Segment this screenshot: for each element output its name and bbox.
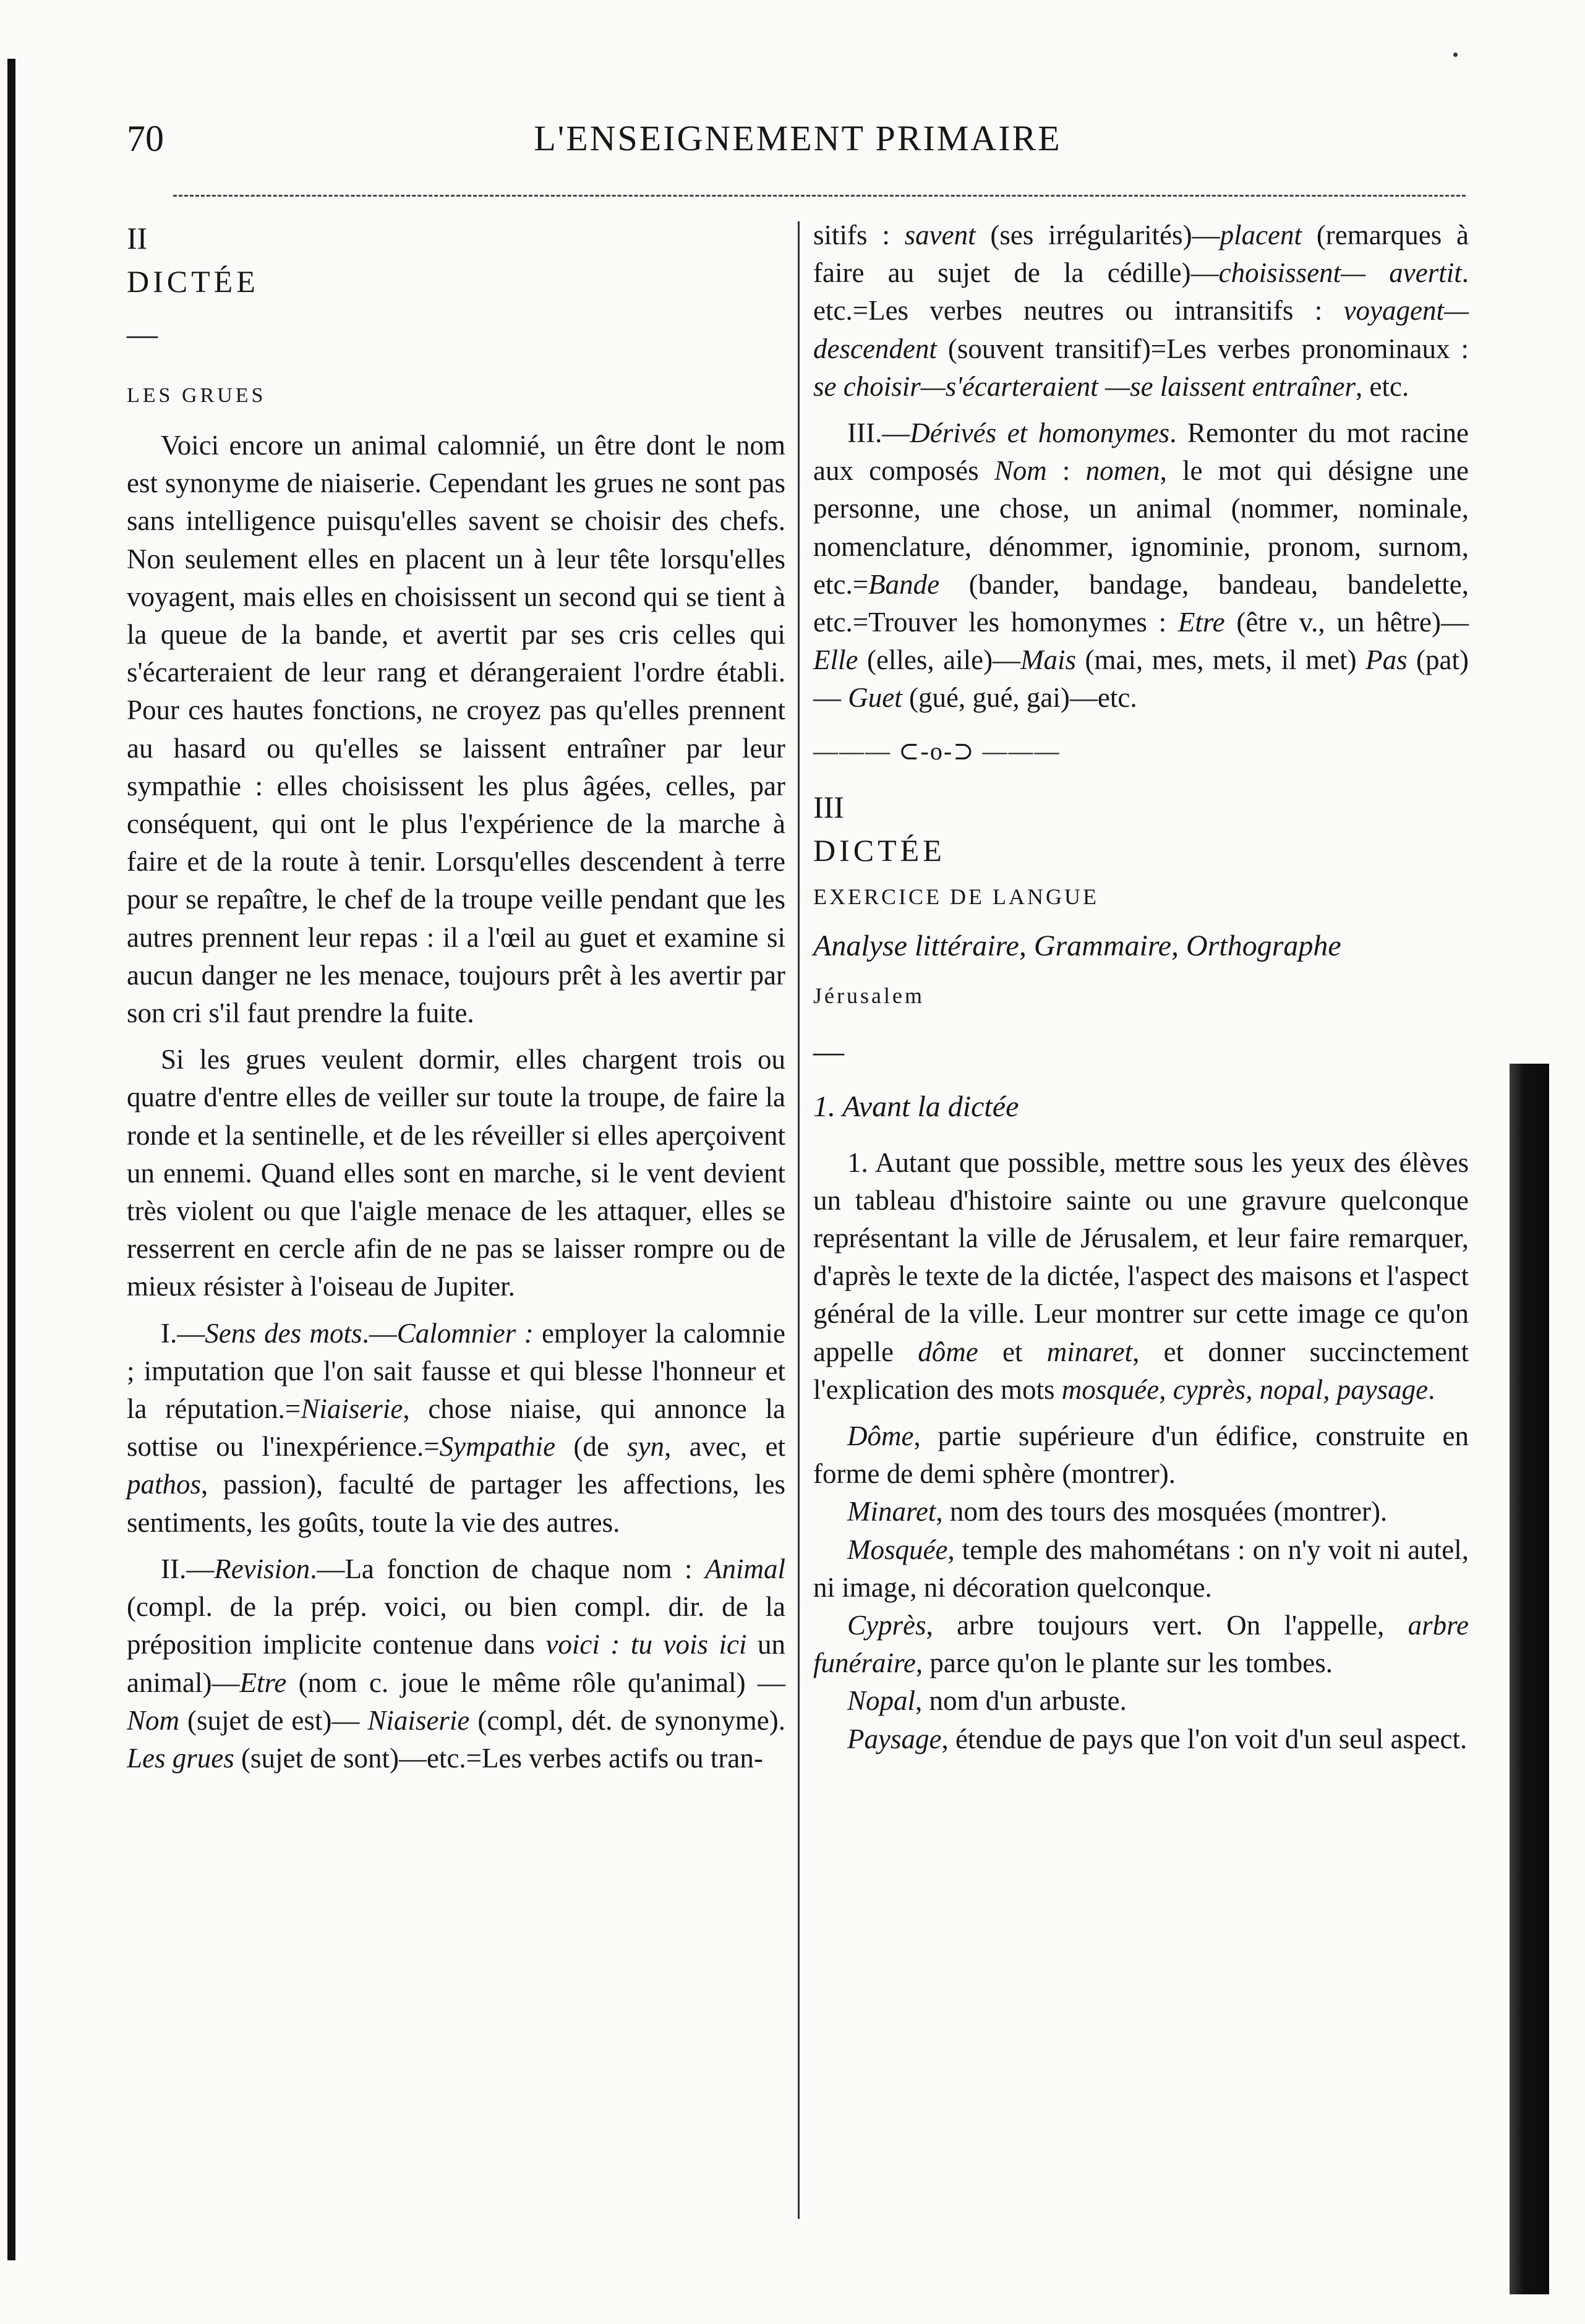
heading-dash: — — [813, 1033, 844, 1069]
section-numeral: II — [127, 221, 148, 255]
section-heading: DICTÉE — [813, 832, 946, 868]
before-dictation-heading: 1. Avant la dictée — [813, 1090, 1019, 1123]
analysis-line: Analyse littéraire, Grammaire, Orthographe — [813, 929, 1341, 962]
page-edge-shadow-right — [1510, 1064, 1549, 2294]
exercise-revision: II.—Revision.—La fonction de chaque nom : Animal (compl. de la prép. voici, ou bien compl. dir. de la préposition implicite contenue dans voici : tu vois ici un animal)—Etre (nom c. joue le même rôle qu'animal) —Nom (sujet de est)— Niaiserie (compl, dét. de synonyme). Les grues (sujet de sont)—etc.=Les verbes actifs ou tran- — [127, 1553, 786, 1774]
section-separator: ——— ⊂-o-⊃ ——— — [813, 737, 1061, 765]
paragraph: 1. Autant que possible, mettre sous les yeux des élèves un tableau d'histoire sainte ou une gravure quelconque représentant la ville de Jérusalem, et leur faire remarquer, d'après le texte de la dictée, l'aspect des maisons et l'aspect général de la ville. Leur montrer sur cette image ce qu'on appelle dôme et minaret, et donner succinctement l'explication des mots mosquée, cyprès, nopal, paysage. — [813, 1147, 1469, 1405]
header-rule — [173, 195, 1466, 197]
section-heading: DICTÉE — [127, 264, 259, 299]
ink-speck — [1453, 53, 1458, 57]
running-title: L'ENSEIGNEMENT PRIMAIRE — [534, 118, 1062, 158]
exercise-continuation: sitifs : savent (ses irrégularités)—placent (remarques à faire au sujet de la cédille)—choisissent— avertit. etc.=Les verbes neutres ou intransitifs : voyagent— descendent (souvent transitif)=Les verbes pronominaux : se choisir—s'écarteraient —se laissent entraîner, etc. — [813, 220, 1469, 402]
heading-dash: — — [127, 317, 158, 351]
right-column — [813, 216, 1469, 1758]
dictation-title: LES GRUES — [127, 384, 267, 407]
section-numeral: III — [813, 789, 844, 824]
definition: Mosquée, temple des mahométans : on n'y voit ni autel, ni image, ni décoration quelconque. — [813, 1534, 1469, 1603]
running-header — [127, 117, 1469, 173]
exercise-label: EXERCICE DE LANGUE — [813, 884, 1099, 909]
exercise-sens-des-mots: I.—Sens des mots.—Calomnier : employer la calomnie ; imputation que l'on sait fausse et qui blesse l'honneur et la réputation.=Niaiserie, chose niaise, qui annonce la sottise ou l'inexpérience.=Sympathie (de syn, avec, et pathos, passion), faculté de partager les affections, les sentiments, les goûts, toute la vie des autres. — [127, 1317, 786, 1538]
definition: Dôme, partie supérieure d'un édifice, construite en forme de demi sphère (montrer). — [813, 1420, 1469, 1490]
page-number: 70 — [127, 118, 164, 159]
paragraph: Si les grues veulent dormir, elles chargent trois ou quatre d'entre elles de veiller sur toute la troupe, de faire la ronde et la sentinelle, et de les réveiller si elles aperçoivent un ennemi. Quand elles sont en marche, si le vent devient très violent ou que l'aigle menace de les attaquer, elles se resserrent en cercle afin de ne pas se laisser rompre ou de mieux résister à l'oiseau de Jupiter. — [127, 1044, 785, 1302]
page-edge-shadow-left — [7, 59, 15, 2260]
definition: Paysage, étendue de pays que l'on voit d'un seul aspect. — [847, 1723, 1468, 1754]
definition: Minaret, nom des tours des mosquées (montrer). — [847, 1496, 1388, 1527]
definition: Nopal, nom d'un arbuste. — [847, 1685, 1127, 1717]
exercise-derives: III.—Dérivés et homonymes. Remonter du mot racine aux composés Nom : nomen, le mot qui désigne une personne, une chose, un animal (nommer, nominale, nomenclature, dénommer, ignominie, pronom, surnom, etc.=Bande (bander, bandage, bandeau, bandelette, etc.=Trouver les homonymes : Etre (être v., un hêtre)—Elle (elles, aile)—Mais (mai, mes, mets, il met) Pas (pat)— Guet (gué, gué, gai)—etc. — [813, 417, 1469, 714]
definition: Cyprès, arbre toujours vert. On l'appelle, arbre funéraire, parce qu'on le plante sur les tombes. — [813, 1610, 1469, 1679]
left-column — [127, 216, 785, 1777]
paragraph: Voici encore un animal calomnié, un être dont le nom est synonyme de niaiserie. Cependant les grues ne sont pas sans intelligence puisqu'elles savent se choisir des chefs. Non seulement elles en placent un à leur tête lorsqu'elles voyagent, mais elles en choisissent un second qui se tient à la queue de la bande, et avertit par ses cris celles qui s'écarteraient de leur rang et dérangeraient l'ordre établi. Pour ces hautes fonctions, ne croyez pas qu'elles prennent au hasard ou qu'elles se laissent entraîner par leur sympathie : elles choisissent les plus âgées, celles, par conséquent, qui ont le plus l'expérience de la marche à faire et de la route à tenir. Lorsqu'elles descendent à terre pour se repaître, le chef de la troupe veille pendant que les autres prennent leur repas : il a l'œil au guet et examine si aucun danger ne les menace, toujours prêt à les avertir par son cri s'il faut prendre la fuite. — [127, 430, 785, 1029]
column-rule — [798, 221, 800, 2219]
dictation-topic: Jérusalem — [813, 983, 925, 1008]
